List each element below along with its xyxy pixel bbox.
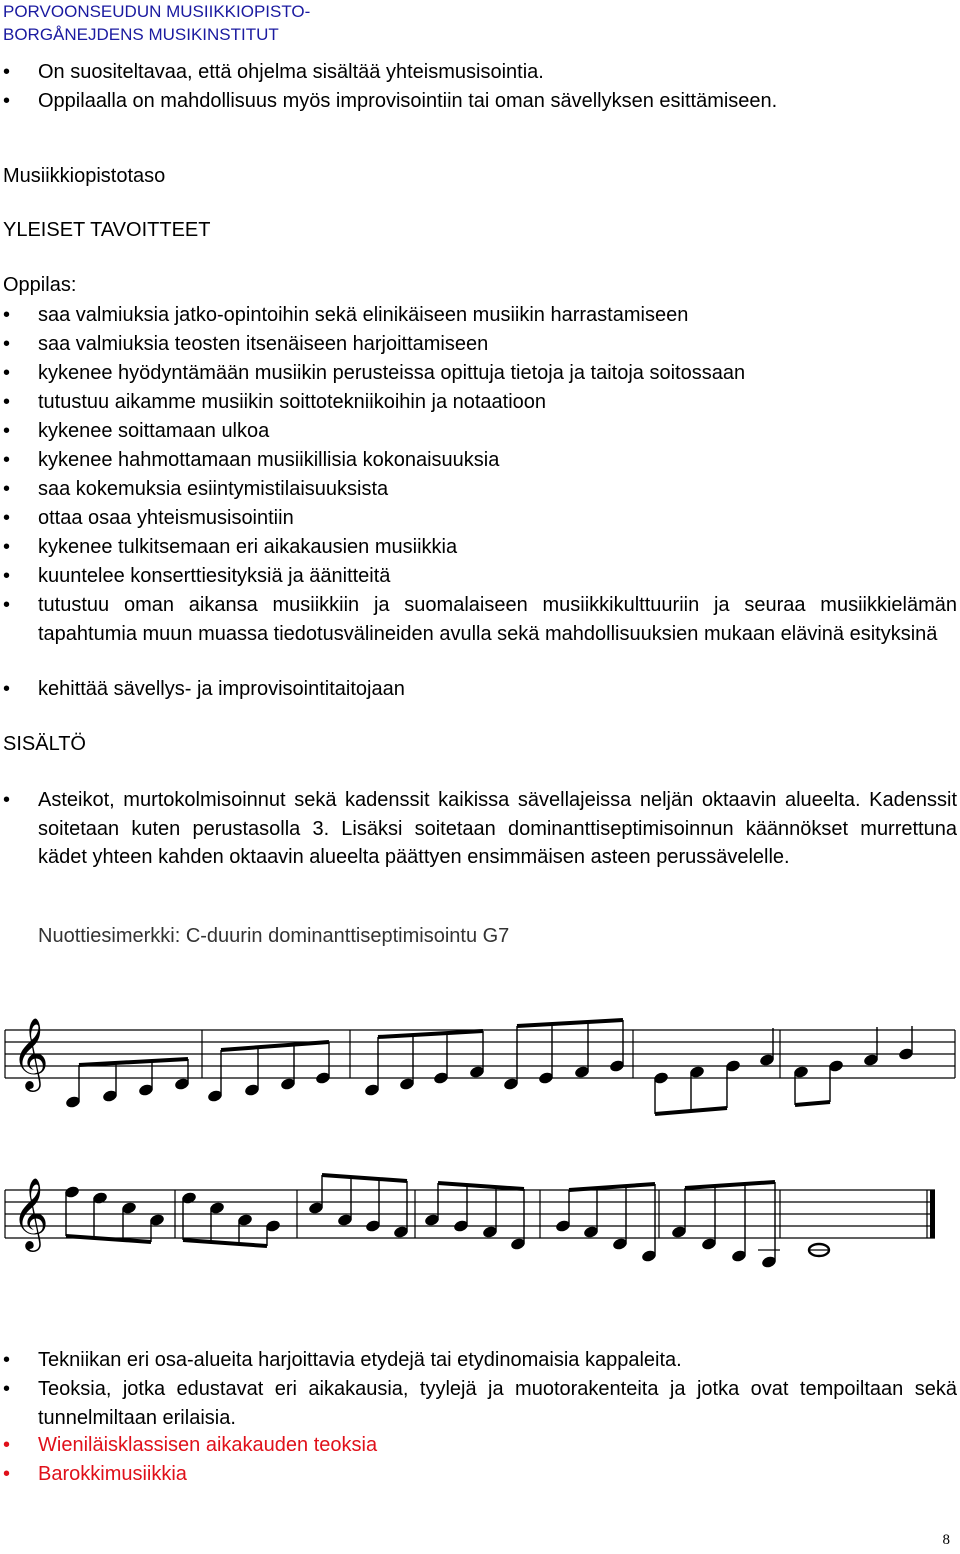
music-staff-2	[0, 1170, 960, 1280]
level-title: Musiikkiopistotaso	[3, 165, 166, 187]
repertoire-item: • Tekniikan eri osa-alueita harjoittavia etydejä tai etydinomaisia kappaleita.	[38, 1346, 957, 1375]
music-staff-1	[0, 1010, 960, 1120]
goal-item: • tutustuu oman aikansa musiikkiin ja suomalaiseen musiikkikulttuuriin ja seuraa musiikkielämän tapahtumia muun muassa tiedotusvälineiden avulla sekä mahdollisuuksien mukaan elävinä esityksinä	[38, 591, 957, 648]
goal-item: • tutustuu aikamme musiikin soittotekniikoihin ja notaatioon	[38, 388, 957, 417]
goal-item: • saa kokemuksia esiintymistilaisuuksista	[38, 475, 957, 504]
note-example-label: Nuottiesimerkki: C-duurin dominanttiseptimisointu G7	[38, 925, 510, 947]
repertoire-item-red: • Wieniläisklassisen aikakauden teoksia	[38, 1431, 957, 1460]
intro-bullet: • Oppilaalla on mahdollisuus myös improvisointiin tai oman sävellyksen esittämiseen.	[38, 87, 957, 116]
goal-item: • kykenee tulkitsemaan eri aikakausien musiikkia	[38, 533, 957, 562]
school-name-fi: PORVOONSEUDUN MUSIIKKIOPISTO-	[3, 2, 311, 21]
goal-item: • kykenee hyödyntämään musiikin perusteissa opittuja tietoja ja taitoja soitossaan	[38, 359, 957, 388]
goal-item: • saa valmiuksia jatko-opintoihin sekä elinikäiseen musiikin harrastamiseen	[38, 301, 957, 330]
page-number: 8	[942, 1532, 950, 1548]
student-label: Oppilas:	[3, 274, 77, 296]
content-bullet: • Asteikot, murtokolmisoinnut sekä kadenssit kaikissa sävellajeissa neljän oktaavin alueelta. Kadenssit soitetaan kuten perustasolla 3. Lisäksi soitetaan dominanttiseptimisoinnun käännökset murrettuna kädet yhteen kahden oktaavin alueelta päättyen ensimmäisen asteen perussävelelle.	[38, 786, 957, 872]
goal-item: • kykenee hahmottamaan musiikillisia kokonaisuuksia	[38, 446, 957, 475]
treble-clef-icon: 𝄞	[12, 1016, 49, 1089]
treble-clef-icon: 𝄞	[12, 1176, 49, 1249]
school-header	[3, 0, 310, 46]
goal-item: • ottaa osaa yhteismusisointiin	[38, 504, 957, 533]
goal-item: • kykenee soittamaan ulkoa	[38, 417, 957, 446]
goal-item: • kuuntelee konserttiesityksiä ja äänitteitä	[38, 562, 957, 591]
goal-item: • saa valmiuksia teosten itsenäiseen harjoittamiseen	[38, 330, 957, 359]
intro-bullet: • On suositeltavaa, että ohjelma sisältää yhteismusisointia.	[38, 58, 957, 87]
goal-item: • kehittää sävellys- ja improvisointitaitojaan	[38, 675, 957, 704]
goals-title: YLEISET TAVOITTEET	[3, 219, 211, 241]
repertoire-item: • Teoksia, jotka edustavat eri aikakausia, tyylejä ja muotorakenteita ja jotka ovat tempoiltaan sekä tunnelmiltaan erilaisia.	[38, 1375, 957, 1432]
school-name-sv: BORGÅNEJDENS MUSIKINSTITUT	[3, 25, 279, 44]
repertoire-item-red: • Barokkimusiikkia	[38, 1460, 957, 1489]
content-title: SISÄLTÖ	[3, 733, 86, 755]
